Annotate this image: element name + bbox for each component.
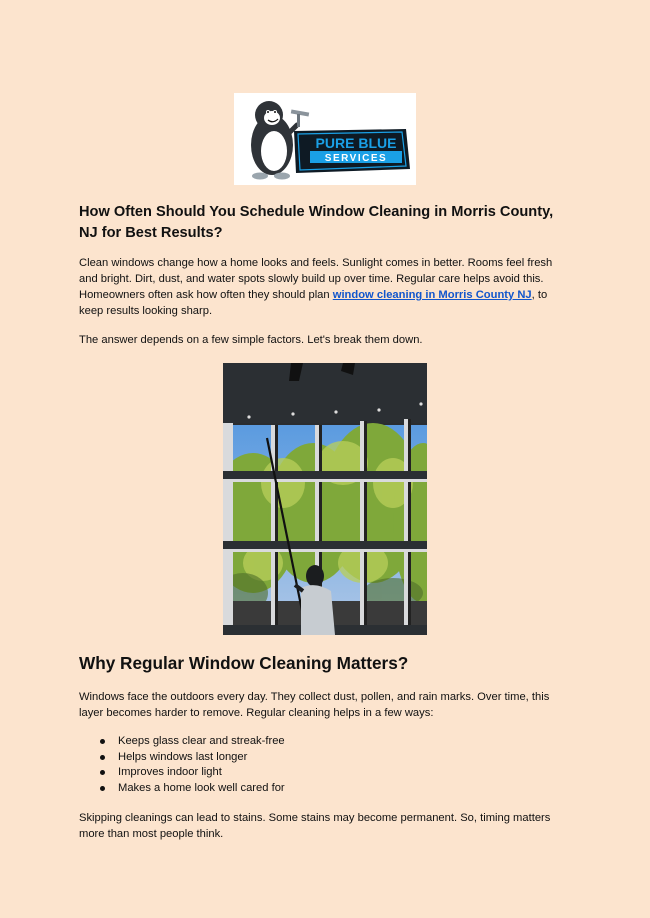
list-item [79, 734, 285, 750]
svg-text:SERVICES: SERVICES [324, 153, 388, 164]
bullet-icon [100, 755, 105, 760]
section-heading: Why Regular Window Cleaning Matters? [79, 653, 409, 673]
window-cleaning-morris-county-link[interactable]: window cleaning in Morris County NJ [332, 289, 532, 301]
list-item-text: Helps windows last longer [118, 750, 248, 763]
intro-paragraph-2: The answer depends on a few simple factors. Let's break them down. [79, 334, 423, 346]
list-item-text: Improves indoor light [118, 766, 222, 778]
list-item-text: Makes a home look well cared for [118, 781, 285, 794]
bullet-icon [100, 770, 105, 775]
list-item [79, 781, 285, 797]
benefits-list [79, 734, 285, 796]
bullet-icon [100, 739, 105, 744]
pure-blue-services-logo [234, 93, 416, 185]
list-item [79, 765, 285, 781]
article-title: How Often Should You Schedule Window Cleaning in Morris County, NJ for Best Results? [79, 204, 554, 241]
section-paragraph: Windows face the outdoors every day. They collect dust, pollen, and rain marks. Over time, this layer becomes harder to remove. Regular cleaning helps in a few ways: [79, 691, 550, 719]
intro-paragraph [79, 255, 564, 319]
closing-paragraph: Skipping cleanings can lead to stains. Some stains may become permanent. So, timing matters more than most people think. [79, 812, 551, 840]
penguin-mascot-icon [234, 93, 416, 185]
intro-text: Clean windows change how a home looks and feels. Sunlight comes in better. Rooms feel fresh and bright. Dirt, dust, and water spots slowly build up over time. Regular care helps avoid this. Homeowners often ask how often they should plan [79, 257, 553, 301]
window-cleaning-image-icon [223, 363, 427, 635]
intro-text-end: , to keep results looking sharp. [79, 289, 548, 317]
list-item [79, 750, 285, 766]
window-cleaning-photo [223, 363, 427, 635]
bullet-icon [100, 786, 105, 791]
list-item-text: Keeps glass clear and streak-free [118, 735, 285, 747]
svg-text:PURE BLUE: PURE BLUE [315, 135, 397, 151]
